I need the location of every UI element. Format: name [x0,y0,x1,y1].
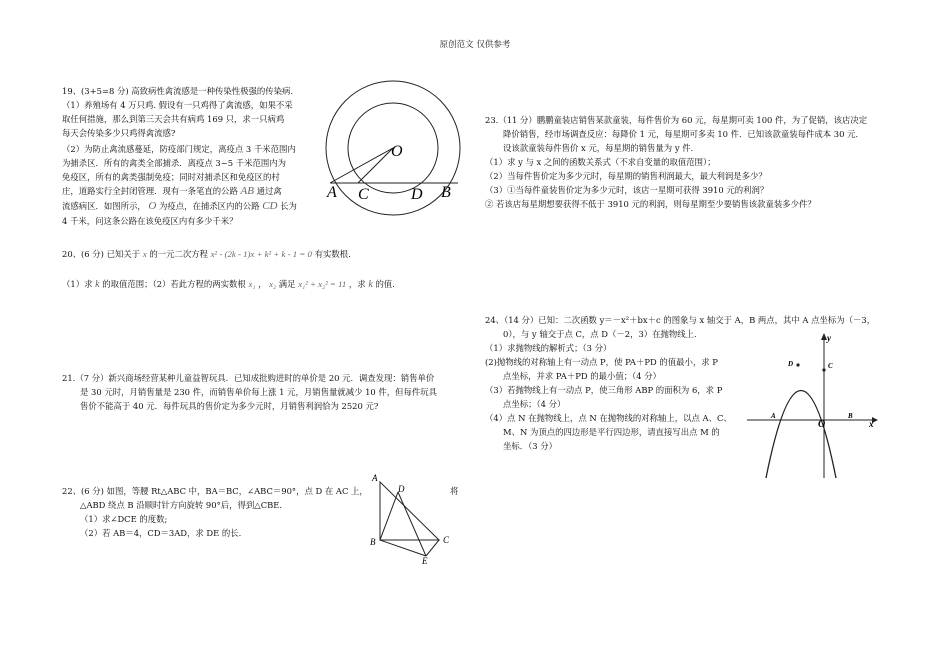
q23-line: （1）求 y 与 x 之间的函数关系式（不求自变量的取值范围）； [485,157,716,167]
q20-text: 有实数根. [314,249,351,259]
label-o: O [391,143,403,160]
root-x2: x₂ [269,279,277,289]
label-a: A [771,412,776,420]
parabola-curve [766,391,836,479]
q24-line: 点坐标；（4 分） [503,399,566,409]
q19-line [62,200,297,213]
q19-concentric-circles-figure [318,78,468,218]
q24-line: 24、（14 分）已知：二次函数 y＝－x²＋bx＋c 的图象与 x 轴交于 A，B 两点，其中 A 点坐标为（－3， [485,315,876,325]
q23-line: ② 若该店每星期想要获得不低于 3910 元的利润，则每星期至少要销售该款童装多少件？ [485,199,816,209]
label-d: D [411,186,423,203]
label-o: O [818,419,826,430]
q24-line: M、N 为顶点的四边形是平行四边形，请直接写出点 M 的 [503,427,720,437]
page-header: 原创范文 仅供参考 [439,40,511,50]
q24-line: （1）求抛物线的解析式；（3 分） [485,343,612,353]
label-x: x [869,419,874,429]
segment-be [380,540,426,556]
q20-text: ，求 [348,279,366,289]
label-e: E [422,556,428,566]
q21-line: 21.（7 分）新兴商场经营某种儿童益智玩具．已知成批购进时的单价是 20 元．调查发现：销售单价 [62,373,435,383]
point-d [796,363,799,366]
q19-line: 免疫区，所有的禽类强制免疫；同时对捕杀区和免疫区的村 [62,172,280,182]
point-o: O [148,200,157,212]
q22-line: △ABD 绕点 B 沿顺时针方向旋转 90°后，得到△CBE. [80,500,283,510]
q19-line-tail: 通过禽 [256,186,282,196]
radius-oc [358,148,393,183]
q22-line: （1）求∠DCE 的度数; [80,514,168,524]
label-a: A [372,473,378,483]
label-c: C [828,362,833,370]
segment-cd: CD [262,200,278,212]
q20-text: 满足 [278,279,296,289]
q22-triangle-figure [365,472,460,567]
q20-text: 的取值范围；（2）若此方程的两实数根 [102,279,246,289]
variable-k: k [95,279,100,290]
q20-text: ， [258,279,267,289]
q19-line: 取任何措施，那么到第三天会共有病鸡 169 只，求一只病鸡 [62,114,285,124]
q19-line: 4 千米，问这条公路在该免疫区内有多少千米？ [62,216,238,226]
root-x1: x₁ [248,279,256,289]
q24-line: （4）点 N 在抛物线上，点 N 在抛物线的对称轴上，以点 A、C、 [485,413,732,423]
label-a: A [327,184,337,201]
q24-parabola-figure [745,328,880,480]
q19-line: （2）为防止禽流感蔓延，防疫部门规定，离疫点 3 千米范围内 [62,144,296,154]
q24-line: 0），与 y 轴交于点 C，点 D（－2，3）在抛物线上. [503,329,697,339]
label-b: B [848,412,853,420]
label-d: D [398,484,405,494]
q19-line: 每天会传染多少只鸡得禽流感? [62,128,176,138]
triangle-abc [380,482,439,540]
q24-line: （3）若抛物线上有一动点 P，使三角形 ABP 的面积为 6，求 P [485,385,723,395]
segment-bd [380,492,398,540]
q23-line: 设该款童装每件售价 x 元，每星期的销售量为 y 件． [503,143,699,153]
q22-line: 22、(6 分) 如图，等腰 Rt△ABC 中，BA＝BC，∠ABC＝90°，点 D 在 AC 上， [62,486,368,496]
radius-oa [330,148,393,183]
label-c: C [443,535,450,545]
q21-line: 售价不能高于 40 元．每件玩具的售价定为多少元时，月销售利润恰为 2520 元? [80,401,379,411]
label-c: C [358,186,369,203]
q20-text: 的值. [375,279,395,289]
q20-text: 的一元二次方程 [149,249,208,259]
q22-line-tail: 将 [450,486,459,496]
q19-line-mid: 为疫点，在捕杀区内的公路 [159,201,260,211]
variable-x: x [142,249,147,259]
segment-ab: AB [240,185,254,197]
segment-ce [426,540,439,556]
root-condition: x₁² + x₂² = 11 [298,279,347,289]
label-b: B [370,537,376,547]
q19-line-tail: 长为 [280,201,297,211]
point-c [822,368,825,371]
q19-line-text: 流感病区．如图所示， [62,201,146,211]
q19-line [62,185,282,198]
q19-line: （1）养殖场有 4 万只鸡. 假设有一只鸡得了禽流感，如果不采 [62,100,293,110]
q23-line: （3）①当每件童装售价定为多少元时，该店一星期可获得 3910 元的利润？ [485,185,769,195]
q23-line: 23.（11 分）鹏鹏童装店销售某款童装，每件售价为 60 元，每星期可卖 100 件，为了促销，该店决定 [485,115,868,125]
q22-line: （2）若 AB＝4，CD＝3AD，求 DE 的长. [80,528,242,538]
q20-line-2 [62,278,395,291]
label-d: D [788,360,794,368]
q19-line-text: 庄，道路实行全封闭管理．现有一条笔直的公路 [62,186,238,196]
q23-line: 降价销售，经市场调查反应：每降价 1 元，每星期可多卖 10 件．已知该款童装每件成本 30 元． [503,129,864,139]
quadratic-equation: x² - (2k - 1)x + k² + k - 1 = 0 [210,249,312,259]
q20-text: 20、(6 分) 已知关于 [62,249,141,259]
q23-line: （2）当每件售价定为多少元时，每星期的销售利润最大，最大利润是多少？ [485,171,767,181]
q20-text: （1）求 [62,279,93,289]
q20-line-1 [62,248,351,261]
variable-k: k [368,279,373,290]
label-b: B [441,184,451,201]
segment-de [398,492,426,556]
q19-line: 为捕杀区．所有的禽类全部捕杀．离疫点 3~5 千米范围内为 [62,158,286,168]
label-y: y [827,333,831,343]
q19-line: 19、(3+5=8 分) 高致病性禽流感是一种传染性极强的传染病. [62,86,294,96]
q21-line: 是 30 元时，月销售量是 230 件，而销售单价每上涨 1 元，月销售量就减少 10 件，但每件玩具 [80,387,438,397]
q24-line: 点坐标，并求 PA＋PD 的最小值；（4 分） [503,371,662,381]
q24-line: 坐标．（3 分） [503,441,558,451]
q24-line: (2)抛物线的对称轴上有一动点 P，使 PA＋PD 的值最小，求 P [485,357,718,367]
